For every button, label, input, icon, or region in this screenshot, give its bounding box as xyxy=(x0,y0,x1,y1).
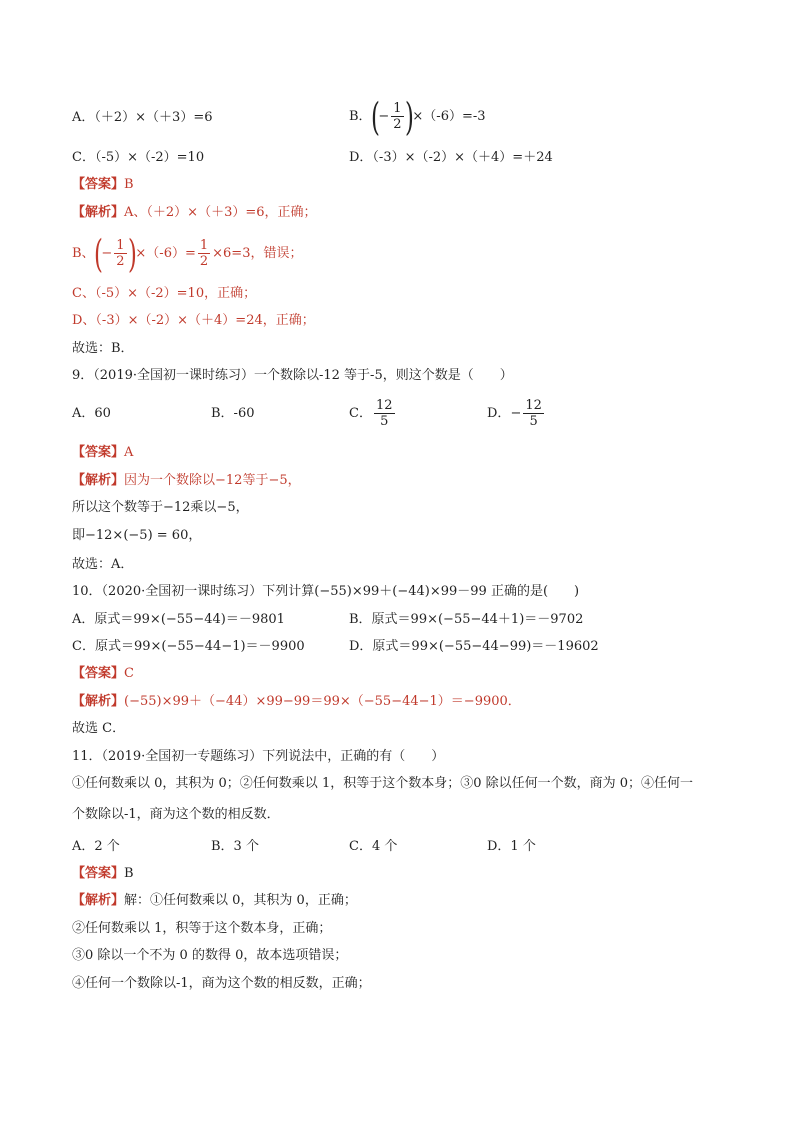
q9-option-a: A．60 xyxy=(72,406,111,421)
q9-option-b: B．-60 xyxy=(211,406,255,421)
left-paren: ( xyxy=(370,94,380,139)
right-paren: ) xyxy=(404,94,414,139)
q11-option-b: B．3 个 xyxy=(211,839,259,854)
q11-analysis-line-4: ④任何一个数除以-1，商为这个数的相反数，正确； xyxy=(72,976,371,991)
q8-conclusion: 故选：B． xyxy=(72,341,134,356)
q11-statements-line-1: ①任何数乘以 0，其积为 0；②任何数乘以 1，积等于这个数本身；③0 除以任何一个数，商为 0；④任何一 xyxy=(72,776,694,791)
analysis-tag: 【解析】 xyxy=(72,694,125,709)
answer-value: C xyxy=(124,666,134,681)
q8-option-b-fraction xyxy=(391,101,403,132)
analysis-tag: 【解析】 xyxy=(72,473,125,488)
analysis-text: A、（＋2）×（＋3）=6，正确； xyxy=(124,205,317,220)
q8-option-b-minus: − xyxy=(378,109,390,124)
q10-answer xyxy=(72,664,134,684)
analysis-text: (−55)×99＋（−44）×99−99＝99×（−55−44−1）＝−9900． xyxy=(124,694,521,709)
analysis-text: ×（-6）= xyxy=(135,246,196,261)
q9-option-c xyxy=(349,394,397,434)
q9-option-d xyxy=(487,394,546,434)
q11-stem: 11．（2019·全国初一专题练习）下列说法中，正确的有（ ） xyxy=(72,749,445,764)
numerator: 1 xyxy=(199,238,209,253)
q11-option-a: A．2 个 xyxy=(72,839,120,854)
q8-option-c: C．（-5）×（-2）=10 xyxy=(72,150,205,165)
q10-conclusion: 故选 C． xyxy=(72,721,126,736)
fraction xyxy=(198,238,210,269)
analysis-text: B、 xyxy=(72,246,95,261)
q8-analysis-line-2 xyxy=(72,231,303,276)
numerator: 1 xyxy=(116,238,125,253)
q8-analysis-line-4: D、（-3）×（-2）×（＋4）=24，正确； xyxy=(72,313,315,328)
denominator: 5 xyxy=(529,414,538,429)
analysis-text: 解：①任何数乘以 0，其积为 0，正确； xyxy=(124,893,357,908)
q11-statements-line-2: 个数除以-1，商为这个数的相反数． xyxy=(72,807,280,822)
answer-tag: 【答案】 xyxy=(72,177,125,192)
q10-stem: 10．（2020·全国初一课时练习）下列计算(−55)×99＋(−44)×99－99 正确的是( ) xyxy=(72,584,580,599)
denominator: 2 xyxy=(393,117,402,132)
q8-option-b xyxy=(349,94,486,139)
q11-answer xyxy=(72,864,134,884)
fraction xyxy=(114,238,126,269)
answer-value: B xyxy=(124,177,134,192)
q8-option-b-label: B． xyxy=(349,109,372,124)
numerator: 1 xyxy=(393,101,402,116)
q8-option-a: A．（＋2）×（＋3）=6 xyxy=(72,110,213,125)
q9-answer xyxy=(72,443,133,463)
q8-option-d: D．（-3）×（-2）×（＋4）=＋24 xyxy=(349,150,553,165)
q10-option-b: B．原式＝99×(−55−44＋1)＝－9702 xyxy=(349,612,584,627)
q11-analysis-line-3: ③0 除以一个不为 0 的数得 0，故本选项错误； xyxy=(72,948,348,963)
analysis-text: ×6=3，错误； xyxy=(212,246,303,261)
answer-tag: 【答案】 xyxy=(72,866,125,881)
q9-stem: 9．（2019·全国初一课时练习）一个数除以-12 等于-5，则这个数是（ ） xyxy=(72,368,513,383)
denominator: 2 xyxy=(116,254,125,269)
q9-analysis-line-2: 所以这个数等于−12乘以−5， xyxy=(72,500,249,515)
analysis-tag: 【解析】 xyxy=(72,205,125,220)
answer-value: B xyxy=(124,866,134,881)
q10-option-c: C．原式＝99×(−55−44−1)＝－9900 xyxy=(72,639,305,654)
denominator: 2 xyxy=(199,254,209,269)
answer-tag: 【答案】 xyxy=(72,445,125,460)
fraction xyxy=(523,398,544,429)
fraction xyxy=(374,398,395,429)
minus-sign: − xyxy=(101,246,113,261)
q8-answer xyxy=(72,175,134,195)
right-paren: ) xyxy=(127,231,137,276)
q10-analysis-line-1 xyxy=(72,692,521,712)
answer-value: A xyxy=(124,445,134,460)
numerator: 12 xyxy=(525,398,542,413)
analysis-text: 因为一个数除以−12等于−5， xyxy=(124,473,301,488)
q11-analysis-line-2: ②任何数乘以 1，积等于这个数本身，正确； xyxy=(72,921,332,936)
q11-option-c: C．4 个 xyxy=(349,839,398,854)
left-paren: ( xyxy=(93,231,103,276)
q11-analysis-line-1 xyxy=(72,891,357,911)
q8-option-b-rest: ×（-6）=-3 xyxy=(412,109,486,124)
denominator: 5 xyxy=(380,414,389,429)
option-label: D． xyxy=(487,406,511,421)
minus-sign: − xyxy=(510,406,522,421)
q10-option-a: A．原式＝99×(−55−44)＝－9801 xyxy=(72,612,285,627)
q9-analysis-line-1 xyxy=(72,471,301,491)
q8-analysis-line-1 xyxy=(72,203,317,223)
numerator: 12 xyxy=(375,398,393,413)
answer-tag: 【答案】 xyxy=(72,666,125,681)
q8-analysis-line-3: C、（-5）×（-2）=10，正确； xyxy=(72,286,257,301)
q9-analysis-line-3: 即−12×(−5) = 60， xyxy=(72,528,202,543)
option-label: C． xyxy=(349,406,372,421)
q9-conclusion: 故选：A． xyxy=(72,557,134,572)
analysis-tag: 【解析】 xyxy=(72,893,125,908)
q10-option-d: D．原式＝99×(−55−44−99)＝－19602 xyxy=(349,639,599,654)
q11-option-d: D．1 个 xyxy=(487,839,536,854)
